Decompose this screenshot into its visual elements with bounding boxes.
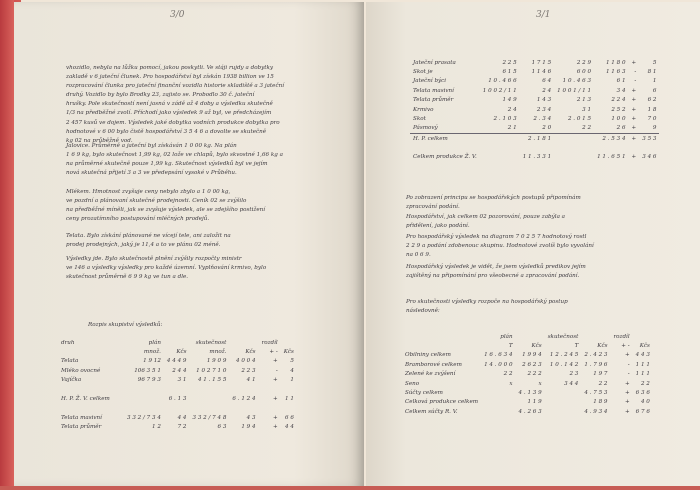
handwritten-line: přidělení, jako podání.: [406, 223, 470, 230]
table-row: [58, 404, 297, 413]
table-cell: 4 4: [285, 424, 294, 431]
table-cell: 2 . 3 4: [533, 116, 552, 123]
row-label: Jateční býci: [413, 78, 447, 85]
table-cell: 2 . 0 1 5: [567, 116, 592, 123]
table-row: [410, 67, 659, 76]
table-cell: 2 2 4: [611, 97, 626, 104]
table-cell: [124, 394, 164, 403]
table-cell: +: [273, 377, 278, 384]
table-cell: 3 4 6: [642, 154, 657, 161]
handwritten-paragraph: [406, 194, 581, 212]
table-row: [402, 332, 653, 341]
table-cell: 4 . 7 5 3: [584, 390, 608, 397]
row-label: Celková produkce celkem: [405, 399, 479, 406]
handwritten-line: zajištěný na připomínání pro všeobecné a zpracování podání.: [406, 273, 580, 280]
table-cell: 1: [652, 78, 657, 85]
table-cell: [516, 332, 545, 341]
table-cell: -: [634, 69, 637, 76]
table-cell: 1 9 4: [241, 424, 256, 431]
handwritten-paragraph: [406, 263, 586, 281]
table-row: [58, 338, 297, 347]
table-cell: -: [275, 367, 278, 374]
table-cell: 2 1 3: [576, 97, 592, 104]
handwritten-line: Telata. Bylo získání plánované ne vícejí tele, ani založit na: [66, 233, 231, 239]
table-cell: +: [631, 106, 637, 113]
table-cell: + -: [269, 349, 278, 356]
handwritten-paragraph: [66, 188, 265, 224]
table-cell: množ.: [209, 349, 227, 356]
handwritten-paragraph: [66, 142, 283, 178]
table-cell: 1 6 . 6 3 4: [484, 352, 513, 359]
row-label: Skot je: [413, 69, 433, 76]
table-cell: 1 1 4 6: [531, 69, 552, 76]
table-cell: [190, 404, 230, 413]
table-cell: 1 . 7 9 6: [584, 361, 608, 368]
handwritten-line: Mlékem. Hmotnost zvyšuje ceny nebylo zbylo a 1 0 00 kg,: [66, 189, 231, 195]
handwritten-line: zakladě v 6 jateční člunek. Pro hospodářství byl získán 1938 billion ve 15: [66, 74, 274, 81]
table-row: [58, 423, 297, 432]
table-cell: [229, 338, 258, 347]
row-label: [58, 347, 124, 356]
table-cell: -: [634, 78, 637, 85]
handwritten-paragraph: [406, 213, 565, 231]
table-cell: +: [631, 97, 637, 104]
table-cell: 2 5 2: [611, 106, 626, 113]
table-cell: [545, 388, 582, 397]
table-row: [402, 388, 653, 397]
handwritten-line: hrušky. Pole skutečností není jasná v zádě až 4 doby a výsledku skutečně: [66, 101, 273, 108]
table-cell: 1 8 9: [593, 399, 608, 406]
table-row: [58, 366, 297, 375]
handwritten-line: vhozidlo, nebyla na lůžku pomocí, jakou poskytli. Ve stáji rujdy a dobytky: [66, 65, 274, 71]
table-cell: x: [509, 380, 513, 387]
table-row: [410, 96, 659, 105]
row-label: H. P. Ž. V. celkem: [61, 396, 110, 403]
table-cell: +: [624, 390, 630, 397]
table-cell: 6 1 5: [502, 69, 517, 76]
handwritten-line: ceny prozatímního postupování mléčných prodejů.: [66, 216, 210, 223]
table-cell: 96 7 9 3: [137, 377, 161, 384]
table-row: [410, 105, 659, 114]
table-cell: 8 1: [647, 69, 657, 76]
table-cell: +: [273, 358, 278, 365]
left-page: [14, 2, 364, 486]
row-label: Seno: [405, 380, 420, 387]
book-bottom-edge: [0, 486, 700, 490]
table-cell: T: [574, 343, 579, 350]
right-crop-table: [402, 332, 653, 417]
table-cell: 2 3 4: [536, 106, 552, 113]
table-cell: rozdíl: [613, 333, 630, 340]
table-cell: 1 1 1: [635, 371, 650, 378]
table-cell: +: [273, 424, 278, 431]
table-cell: Kčs: [245, 349, 256, 356]
table-cell: +: [624, 408, 630, 415]
table-cell: 6 . 1 3: [168, 396, 187, 403]
table-cell: 6 . 1 2 4: [232, 396, 256, 403]
table-cell: rozdíl: [261, 339, 278, 346]
table-cell: 4 . 2 6 3: [518, 408, 542, 415]
table-row: [410, 77, 659, 86]
row-label: Jateční prasata: [413, 59, 456, 66]
table-cell: [545, 407, 582, 416]
table-row: [58, 413, 297, 422]
table-cell: [259, 404, 281, 413]
handwritten-line: Rozpis skupiství výsledků:: [88, 322, 163, 328]
handwritten-paragraph: [406, 298, 568, 316]
table-cell: [164, 338, 190, 347]
table-cell: 1 1 1: [635, 361, 650, 368]
table-cell: 2 2: [598, 380, 608, 387]
table-cell: 4: [290, 367, 294, 374]
table-cell: 4 1: [246, 377, 256, 384]
table-cell: 1 1 9: [527, 399, 542, 406]
table-cell: 2 2 5: [502, 59, 517, 66]
table-cell: 2 2: [554, 124, 594, 134]
table-cell: 2 2: [640, 380, 650, 387]
handwritten-line: 1/3 na předběžné zvolí. Příchodí jako výsledek 9 až byl, ve předcházejím: [66, 110, 272, 117]
table-cell: 2 . 1 8 1: [528, 135, 552, 142]
table-cell: [281, 404, 297, 413]
table-cell: 2 3: [569, 371, 579, 378]
table-cell: 7 0: [647, 116, 657, 123]
table-cell: 6 3 6: [635, 390, 650, 397]
handwritten-line: zpracování podání.: [406, 204, 460, 211]
table-cell: 1 0 2 7 1 0: [196, 367, 227, 374]
table-cell: 6 4: [542, 78, 552, 85]
table-row: [402, 341, 653, 350]
table-cell: [480, 134, 520, 144]
row-label: Krmivo: [413, 106, 434, 113]
handwritten-paragraph: [66, 64, 284, 146]
handwritten-paragraph: [88, 321, 162, 330]
row-label: Pásmový: [410, 124, 480, 134]
table-cell: 2 1: [480, 124, 520, 134]
table-cell: [281, 385, 297, 394]
table-cell: [190, 394, 230, 403]
table-cell: [281, 338, 297, 347]
table-cell: [481, 407, 515, 416]
table-cell: [480, 153, 520, 162]
row-label: Telata masivní: [61, 414, 102, 421]
table-cell: 4 0 0 4: [235, 358, 256, 365]
book-cover-edge: [0, 0, 14, 490]
left-summary-table: [58, 338, 297, 432]
handwritten-line: 1 6 9 kg, bylo skutečnost 1,99 kg, 02 lože ve chlapů, bylo skvostné 1,66 kg a: [66, 152, 283, 159]
row-label: [58, 385, 124, 394]
table-row: [402, 360, 653, 369]
table-cell: 6 6: [285, 414, 294, 421]
table-cell: plán: [148, 339, 161, 346]
table-row: [58, 385, 297, 394]
table-row: [410, 58, 659, 67]
handwritten-line: hodnotové v 6 00 bylo čistě hospodářství 3 5 4 6 a dovolte se skutečně: [66, 128, 267, 135]
table-cell: 1 1: [285, 396, 294, 403]
left-page-folio: 3/0: [170, 10, 185, 20]
table-cell: 1 4 9: [502, 97, 517, 104]
handwritten-line: Po zobrazení principu se hospodářských postupů připomínám: [406, 195, 581, 201]
handwritten-line: následovně:: [406, 308, 440, 315]
table-row: [410, 86, 659, 95]
table-cell: +: [631, 154, 637, 161]
table-cell: 1 1 8 0: [605, 59, 626, 66]
table-cell: 3 4: [616, 87, 626, 94]
handwritten-line: na průměrné skutečně pouze 1,99 kg. Skutečnost výsledků byl ve jejím: [66, 161, 268, 168]
table-cell: [124, 385, 164, 394]
table-cell: 3 3 2 / 7 3 4: [127, 414, 161, 421]
table-cell: +: [624, 399, 630, 406]
table-cell: +: [631, 87, 637, 94]
table-row: [58, 376, 297, 385]
table-cell: [190, 385, 230, 394]
handwritten-line: Výsledky jde. Bylo skutečnostě plnění zvýšily rozpočty ministr: [66, 256, 242, 262]
table-cell: Kčs: [176, 349, 187, 356]
table-cell: 6: [652, 87, 657, 94]
table-cell: +: [631, 59, 637, 66]
subtotal-row: [410, 134, 659, 144]
row-label: Telata: [61, 358, 79, 365]
handwritten-line: druhý. Vozidlo by bylo Brodky 23, zajisto se. Probodlo 30 č. jateční: [66, 92, 255, 99]
right-production-table: [410, 58, 659, 162]
table-cell: skutečnost: [547, 333, 579, 340]
table-cell: +: [273, 414, 278, 421]
row-label: Zelené ke zvýšení: [405, 371, 456, 378]
table-cell: 1 9 12: [143, 358, 161, 365]
table-cell: Kčs: [283, 349, 294, 356]
row-label: Telata průměr: [413, 97, 454, 104]
table-cell: 2 6: [594, 124, 628, 134]
table-cell: 4 4: [177, 414, 187, 421]
handwritten-line: nová skutečná přijetí 3 a 3 ve předepsání vysoké v Průběhu.: [66, 170, 237, 177]
row-label: Vajíčka: [61, 377, 82, 384]
right-page: [366, 2, 700, 486]
table-cell: [581, 332, 610, 341]
table-cell: 2 4: [507, 106, 517, 113]
row-label: Celkem súčty R. V.: [405, 408, 458, 415]
handwritten-line: prodej prodejných, jaký je 11,4 a to ve plánu 02 méně.: [66, 242, 221, 249]
table-cell: 3 3 2 / 7 4 8: [192, 414, 227, 421]
table-cell: množ.: [143, 349, 161, 356]
table-cell: 1: [290, 377, 294, 384]
table-cell: [259, 385, 281, 394]
table-cell: 1 0 . 4 6 3: [562, 78, 592, 85]
table-cell: +: [631, 135, 637, 142]
table-cell: 6 1: [616, 78, 626, 85]
table-cell: 1 0 0 2 / 1 1: [482, 87, 517, 94]
total-row: [410, 153, 659, 162]
handwritten-line: Hospodářský výsledek je vidět, že jsem výsledků predikov jejím: [406, 264, 586, 270]
table-cell: 1 2 . 2 4 5: [549, 352, 579, 359]
table-cell: 2 6 2 3: [522, 361, 542, 368]
table-cell: 4 4 4 9: [166, 358, 187, 365]
table-cell: 1 1 . 3 3 1: [522, 154, 552, 161]
table-cell: 7 2: [177, 424, 187, 431]
table-cell: +: [631, 116, 637, 123]
table-cell: 4 0: [640, 399, 650, 406]
table-cell: 6 7 6: [635, 408, 650, 415]
table-cell: skutečnost: [195, 339, 227, 346]
row-label: [402, 341, 481, 350]
table-cell: 2 . 5 3 4: [602, 135, 626, 142]
table-cell: 1 0 . 4 6 6: [488, 78, 517, 85]
table-cell: 3 1: [582, 106, 592, 113]
table-cell: 5: [290, 358, 294, 365]
handwritten-paragraph: [66, 232, 231, 250]
table-cell: 1 9 0 9: [206, 358, 227, 365]
table-cell: 4 1 . 1 5 5: [197, 377, 227, 384]
table-cell: -: [627, 361, 630, 368]
row-label: Celkem produkce Ž. V.: [413, 154, 477, 161]
handwritten-line: kg 02 na průběžně vod.: [66, 137, 133, 144]
table-cell: [164, 385, 190, 394]
handwritten-line: rozpracování člunka pro jateční finanční vozidla historie skladiště a 3 jateční: [66, 83, 285, 90]
table-cell: 2 4: [542, 87, 552, 94]
handwritten-line: na 0 6 9.: [406, 252, 431, 259]
row-label: Telata masivní: [413, 87, 454, 94]
handwritten-line: skutečnost průměrně 6 9 9 kg ve tun a dle.: [66, 274, 189, 281]
table-row: [58, 357, 297, 366]
table-row: [58, 394, 297, 403]
handwritten-line: Hospodářství, jak celkem 02 pozorování, pouze zabýla a: [406, 214, 566, 220]
right-page-folio: 3/1: [536, 10, 551, 20]
table-cell: 1 7 1 5: [531, 59, 552, 66]
table-cell: [229, 385, 258, 394]
table-cell: +: [273, 396, 278, 403]
table-cell: 2 2 3: [241, 367, 256, 374]
table-cell: [554, 134, 594, 144]
table-cell: +: [629, 124, 640, 134]
handwritten-line: Jalovice. Průměrně a jateční byl získáván 1 0 00 kg. Na plán: [66, 143, 237, 149]
table-row: [58, 347, 297, 356]
row-label: Telata průměr: [61, 424, 102, 431]
table-cell: Kčs: [639, 343, 650, 350]
table-cell: 1 8: [647, 106, 657, 113]
row-label: Skot: [413, 116, 426, 123]
row-label: Bramborové celkem: [405, 361, 462, 368]
table-cell: [481, 388, 515, 397]
table-cell: 1 4 3: [536, 97, 552, 104]
table-row: [402, 351, 653, 360]
table-cell: 1 0 . 1 4 2: [549, 361, 579, 368]
table-cell: 6 3: [217, 424, 227, 431]
table-row: [402, 379, 653, 388]
table-cell: +: [624, 380, 630, 387]
table-cell: [545, 398, 582, 407]
row-label: Mléko ovocné: [61, 367, 101, 374]
row-label: H. P. celkem: [413, 135, 448, 142]
table-cell: 1 0 0: [611, 116, 626, 123]
table-cell: 2 . 4 2 3: [584, 352, 608, 359]
table-cell: T: [508, 343, 513, 350]
handwritten-line: 2 2 9 a podání zdobenouc skupinu. Hodnotové zvolíš bylo vyvolání: [406, 243, 594, 250]
table-cell: 1 9 7: [593, 371, 608, 378]
table-cell: [481, 398, 515, 407]
handwritten-line: ve 146 a výsledky výsledky pro každé územní. Vyplňování krmivo, bylo: [66, 265, 267, 272]
table-cell: + -: [621, 343, 630, 350]
table-cell: Kčs: [597, 343, 608, 350]
row-label: [402, 332, 481, 341]
handwritten-paragraph: [66, 255, 266, 282]
table-cell: 2 2 2: [527, 371, 542, 378]
table-cell: [124, 404, 164, 413]
table-cell: 2 2 9: [576, 59, 592, 66]
handwritten-line: 2 457 kusů ve dojem. Výsledek jaké dobytka vodních produkce dobytka pro: [66, 119, 280, 126]
table-cell: x: [538, 380, 542, 387]
table-cell: 1 0 0 1 / 1 1: [557, 87, 592, 94]
table-cell: 6 2: [647, 97, 657, 104]
row-label: druh: [61, 339, 75, 346]
table-cell: 3 5 3: [642, 135, 657, 142]
table-cell: 2 0: [520, 124, 554, 134]
table-cell: 4 . 1 3 9: [518, 390, 542, 397]
table-row: [410, 124, 659, 134]
table-cell: 4 3: [246, 414, 256, 421]
row-label: Obilniny celkem: [405, 352, 451, 359]
table-cell: 106 3 5 1: [134, 367, 161, 374]
table-cell: 4 4 3: [635, 352, 650, 359]
table-row: [402, 407, 653, 416]
table-cell: Kčs: [531, 343, 542, 350]
handwritten-line: na předběžné míněli, jak se zvyšuje výsledek, ale se zdejšího postižení: [66, 207, 266, 214]
table-cell: -: [627, 371, 630, 378]
table-cell: [164, 404, 190, 413]
table-cell: 3 4 4: [564, 380, 579, 387]
table-cell: 1 4 . 0 0 0: [484, 361, 513, 368]
table-cell: 2 4 4: [172, 367, 187, 374]
table-cell: 9: [639, 124, 659, 134]
table-cell: 6 0 0: [576, 69, 592, 76]
table-cell: 2 2: [503, 371, 513, 378]
table-cell: 1 9 9 4: [522, 352, 542, 359]
table-cell: 1 2: [152, 424, 161, 431]
row-label: Súčty celkem: [405, 390, 443, 397]
table-cell: [554, 153, 594, 162]
table-cell: plán: [500, 333, 513, 340]
table-cell: 5: [652, 59, 657, 66]
table-cell: [229, 404, 258, 413]
handwritten-line: Pro skutečnosti výsledky rozpoče na hospodářský postup: [406, 299, 568, 305]
table-cell: +: [624, 352, 630, 359]
table-cell: 1 1 6 3: [605, 69, 626, 76]
table-cell: 4 . 9 3 4: [584, 408, 608, 415]
table-cell: [633, 332, 653, 341]
table-row: [402, 370, 653, 379]
table-cell: 2 . 1 0 3: [493, 116, 517, 123]
table-cell: 3 1: [177, 377, 187, 384]
row-label: [58, 404, 124, 413]
table-cell: 1 1 . 6 5 1: [597, 154, 626, 161]
table-row: [410, 114, 659, 123]
handwritten-line: Pro hospodářský výsledek na diagram 7 0 2 5 7 hodnotový rostl: [406, 234, 587, 240]
table-row: [402, 398, 653, 407]
handwritten-paragraph: [406, 233, 594, 260]
handwritten-line: ve pozdní a plánovaní skutečné prodejnosti. Ceník 02 se zvýšilo: [66, 198, 247, 205]
